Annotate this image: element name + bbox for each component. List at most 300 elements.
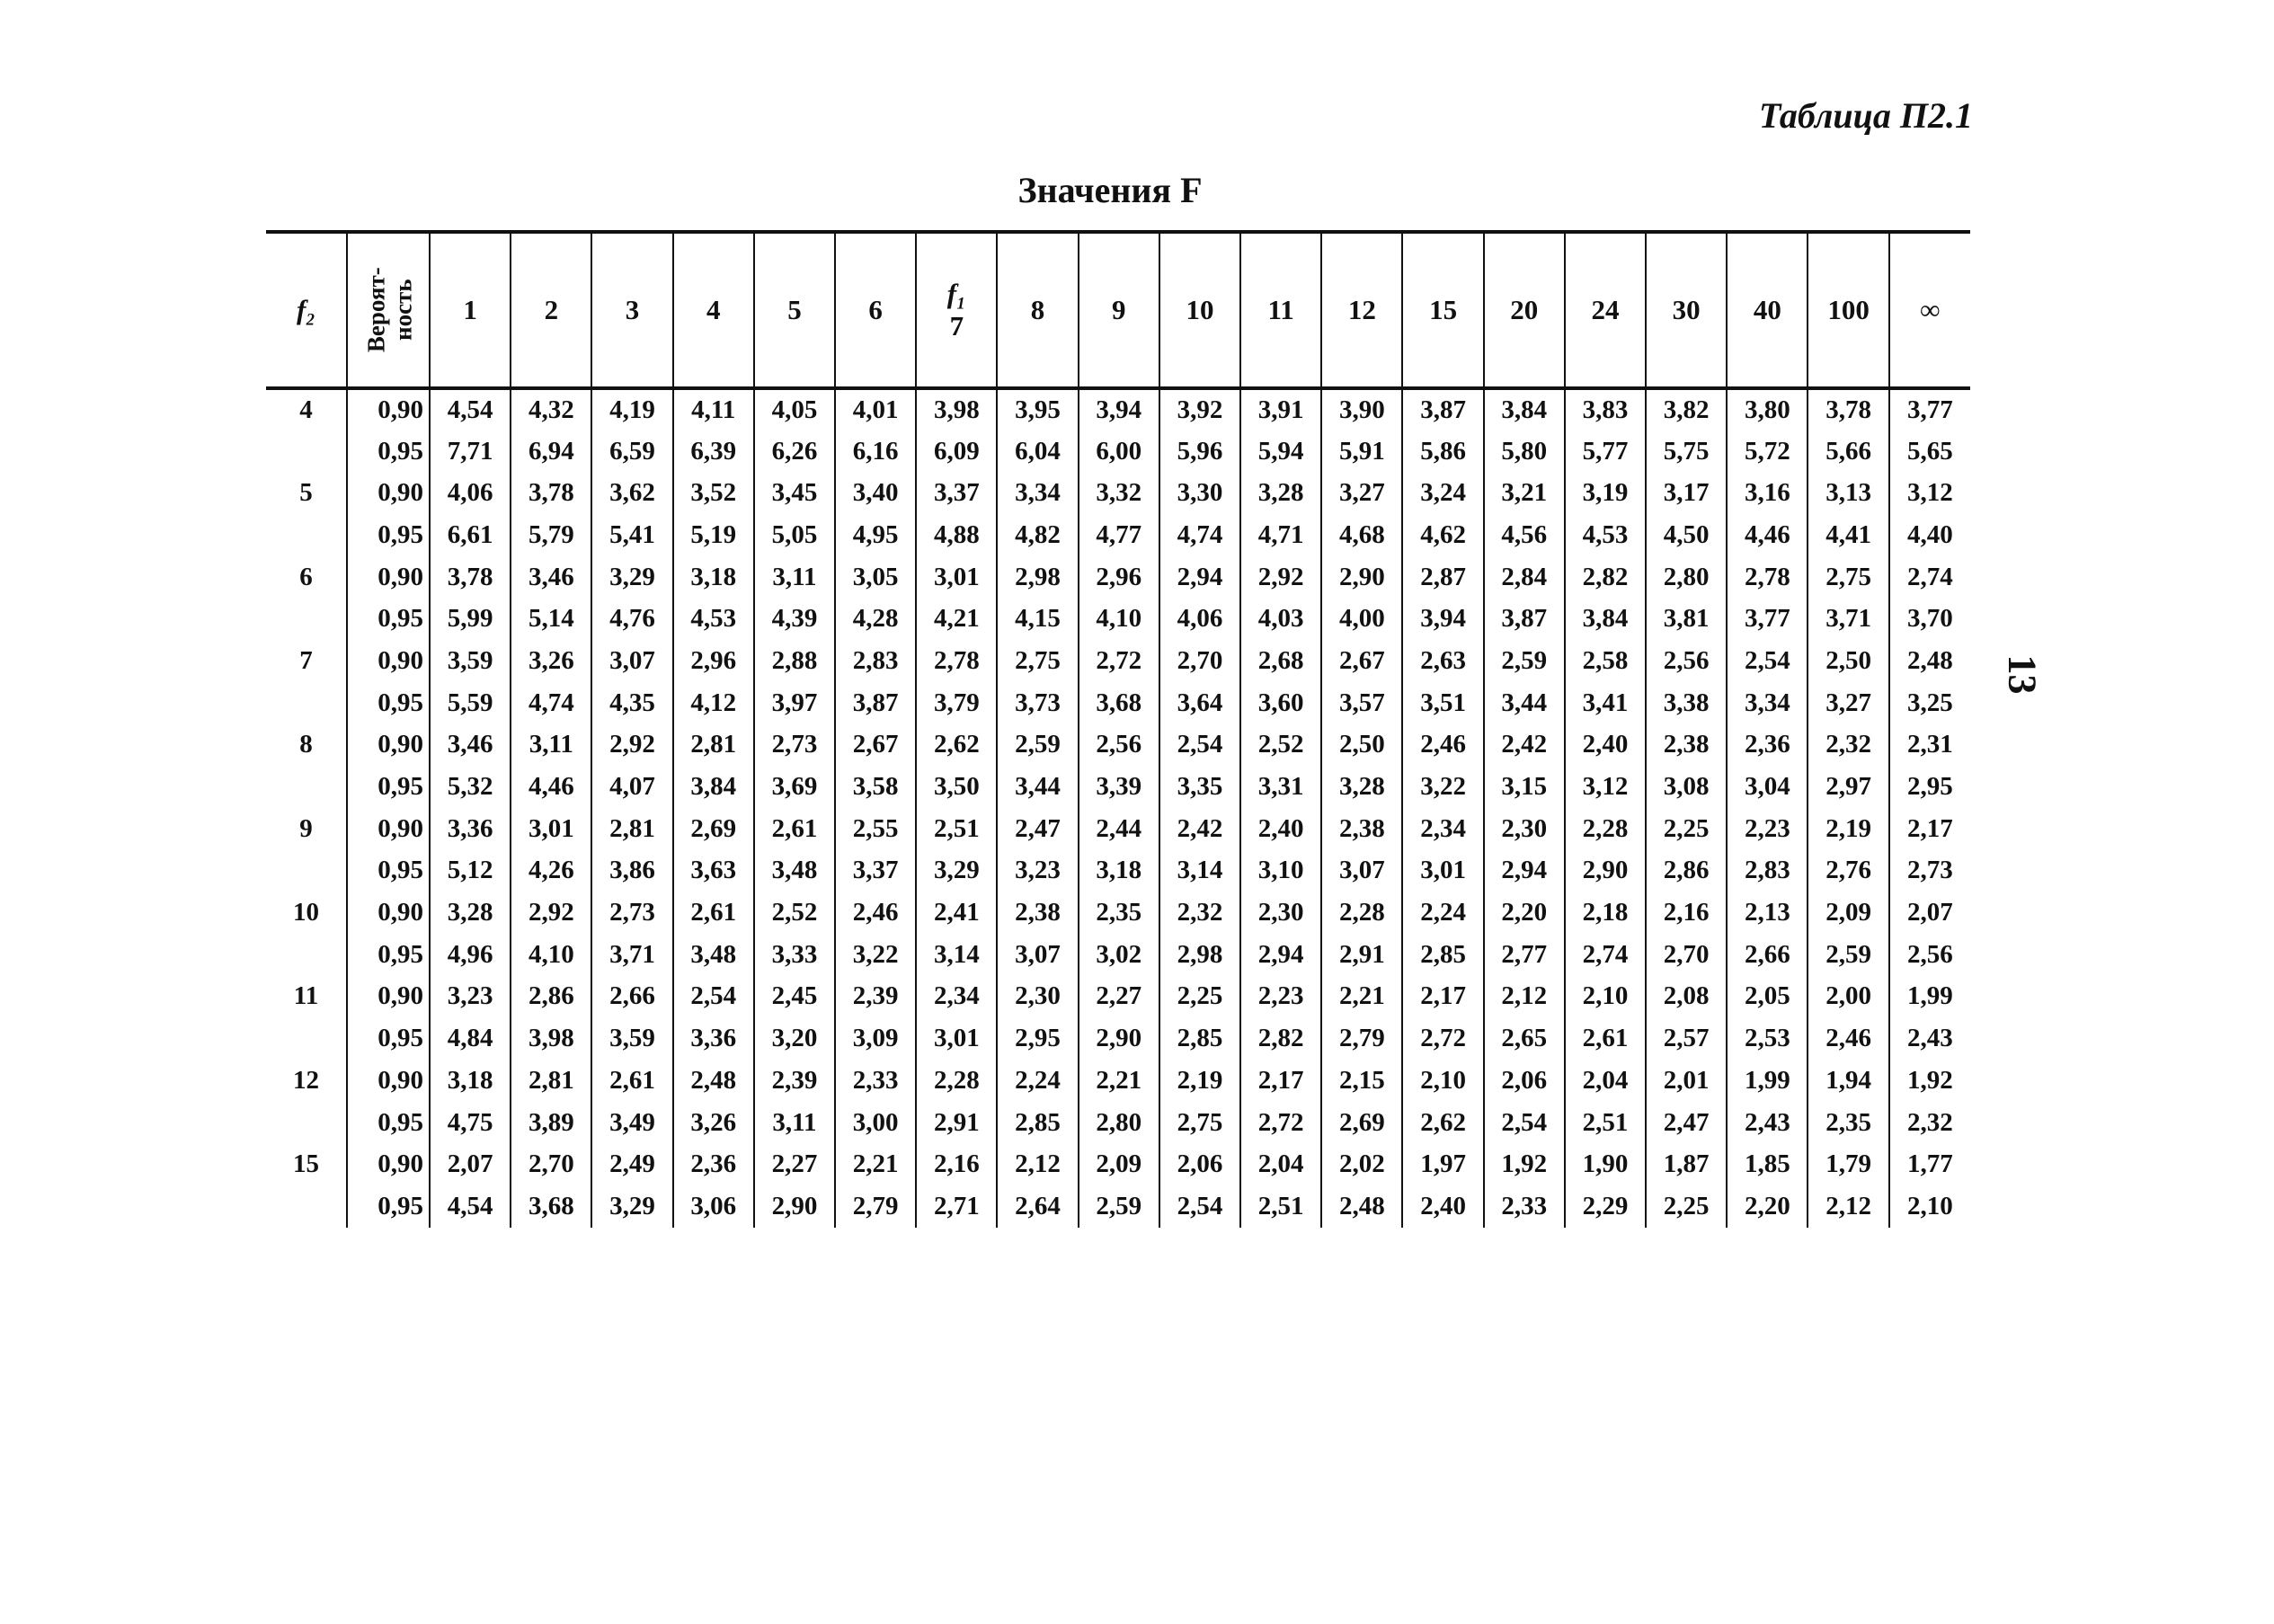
value-cell: 4,10	[1079, 598, 1159, 640]
value-cell: 4,46	[1727, 514, 1808, 556]
value-cell: 6,61	[430, 514, 511, 556]
value-cell: 2,81	[511, 1060, 591, 1102]
value-cell: 3,79	[916, 682, 997, 724]
value-cell: 3,31	[1240, 766, 1321, 808]
value-cell: 5,19	[673, 514, 754, 556]
value-cell: 3,44	[997, 766, 1078, 808]
value-cell: 3,52	[673, 472, 754, 514]
value-cell: 3,05	[835, 556, 916, 599]
column-header: 9	[1079, 232, 1159, 388]
value-cell: 3,25	[1889, 682, 1970, 724]
value-cell: 2,59	[1079, 1185, 1159, 1228]
value-cell: 3,81	[1646, 598, 1727, 640]
value-cell: 3,70	[1889, 598, 1970, 640]
value-cell: 4,95	[835, 514, 916, 556]
value-cell: 2,09	[1079, 1143, 1159, 1185]
f2-cell: 10	[293, 898, 319, 927]
value-cell: 2,53	[1727, 1017, 1808, 1060]
value-cell: 3,08	[1646, 766, 1727, 808]
value-cell: 2,54	[1159, 1185, 1240, 1228]
value-cell: 2,10	[1565, 976, 1646, 1018]
value-cell: 2,80	[1079, 1102, 1159, 1144]
table-row	[266, 934, 1970, 976]
value-cell: 3,28	[1240, 472, 1321, 514]
value-cell: 2,92	[591, 724, 672, 767]
value-cell: 3,71	[1808, 598, 1888, 640]
f2-cell	[266, 430, 347, 473]
column-header: 1	[430, 232, 511, 388]
value-cell: 2,24	[1402, 892, 1483, 934]
value-cell: 3,46	[430, 724, 511, 767]
value-cell: 3,49	[591, 1102, 672, 1144]
value-cell: 2,40	[1565, 724, 1646, 767]
table-row	[266, 892, 1970, 934]
value-cell: 2,10	[1889, 1185, 1970, 1228]
column-header: 6	[835, 232, 916, 388]
table-row	[266, 1017, 1970, 1060]
value-cell: 1,85	[1727, 1143, 1808, 1185]
value-cell: 2,70	[1646, 934, 1727, 976]
value-cell: 5,05	[754, 514, 835, 556]
value-cell: 3,11	[754, 1102, 835, 1144]
value-cell: 4,82	[997, 514, 1078, 556]
value-cell: 2,38	[997, 892, 1078, 934]
value-cell: 4,32	[511, 388, 591, 430]
value-cell: 3,32	[1079, 472, 1159, 514]
f2-cell	[266, 1185, 347, 1228]
value-cell: 3,23	[430, 976, 511, 1018]
value-cell: 2,04	[1240, 1143, 1321, 1185]
value-cell: 6,00	[1079, 430, 1159, 473]
value-cell: 1,77	[1889, 1143, 1970, 1185]
value-cell: 4,75	[430, 1102, 511, 1144]
value-cell: 3,01	[1402, 850, 1483, 892]
value-cell: 2,17	[1240, 1060, 1321, 1102]
column-header: 30	[1646, 232, 1727, 388]
f2-cell	[266, 850, 347, 892]
value-cell: 2,51	[916, 808, 997, 850]
value-cell: 3,59	[430, 640, 511, 682]
value-cell: 3,77	[1889, 388, 1970, 430]
value-cell: 3,18	[430, 1060, 511, 1102]
value-cell: 3,07	[591, 640, 672, 682]
value-cell: 2,17	[1889, 808, 1970, 850]
value-cell: 5,94	[1240, 430, 1321, 473]
value-cell: 3,94	[1402, 598, 1483, 640]
f2-cell: 6	[299, 562, 313, 591]
value-cell: 2,75	[1808, 556, 1888, 599]
f2-cell: 12	[293, 1065, 319, 1095]
column-header: 40	[1727, 232, 1808, 388]
value-cell: 3,97	[754, 682, 835, 724]
value-cell: 4,00	[1321, 598, 1402, 640]
value-cell: 2,21	[1079, 1060, 1159, 1102]
value-cell: 3,87	[1402, 388, 1483, 430]
f2-cell: 7	[299, 645, 313, 675]
value-cell: 2,94	[1484, 850, 1565, 892]
table-row	[266, 766, 1970, 808]
value-cell: 2,27	[1079, 976, 1159, 1018]
f2-cell: 4	[299, 395, 313, 424]
value-cell: 2,73	[1889, 850, 1970, 892]
f2-cell: 15	[293, 1149, 319, 1179]
value-cell: 1,99	[1727, 1060, 1808, 1102]
value-cell: 3,27	[1321, 472, 1402, 514]
value-cell: 4,77	[1079, 514, 1159, 556]
value-cell: 6,39	[673, 430, 754, 473]
value-cell: 4,21	[916, 598, 997, 640]
value-cell: 3,68	[511, 1185, 591, 1228]
table-row	[266, 808, 1970, 850]
value-cell: 2,06	[1484, 1060, 1565, 1102]
value-cell: 4,15	[997, 598, 1078, 640]
value-cell: 4,88	[916, 514, 997, 556]
value-cell: 2,15	[1321, 1060, 1402, 1102]
value-cell: 3,37	[835, 850, 916, 892]
column-header: 100	[1808, 232, 1888, 388]
column-header: ∞	[1889, 232, 1970, 388]
value-cell: 2,21	[835, 1143, 916, 1185]
value-cell: 2,39	[835, 976, 916, 1018]
value-cell: 2,34	[916, 976, 997, 1018]
value-cell: 3,39	[1079, 766, 1159, 808]
value-cell: 3,78	[1808, 388, 1888, 430]
probability-cell: 0,90	[347, 556, 430, 599]
value-cell: 2,33	[835, 1060, 916, 1102]
value-cell: 2,21	[1321, 976, 1402, 1018]
value-cell: 5,99	[430, 598, 511, 640]
value-cell: 4,53	[673, 598, 754, 640]
f2-header: f₂	[266, 232, 347, 388]
value-cell: 2,23	[1240, 976, 1321, 1018]
value-cell: 2,28	[916, 1060, 997, 1102]
value-cell: 4,74	[1159, 514, 1240, 556]
value-cell: 2,38	[1321, 808, 1402, 850]
table-row	[266, 682, 1970, 724]
value-cell: 3,29	[591, 556, 672, 599]
value-cell: 3,19	[1565, 472, 1646, 514]
value-cell: 2,61	[754, 808, 835, 850]
value-cell: 2,45	[754, 976, 835, 1018]
value-cell: 3,23	[997, 850, 1078, 892]
probability-cell: 0,95	[347, 598, 430, 640]
value-cell: 3,98	[511, 1017, 591, 1060]
value-cell: 3,21	[1484, 472, 1565, 514]
column-header: 3	[591, 232, 672, 388]
value-cell: 3,78	[430, 556, 511, 599]
value-cell: 2,25	[1646, 808, 1727, 850]
value-cell: 2,69	[1321, 1102, 1402, 1144]
value-cell: 4,26	[511, 850, 591, 892]
value-cell: 5,12	[430, 850, 511, 892]
table-body	[266, 388, 1970, 1228]
value-cell: 2,78	[1727, 556, 1808, 599]
value-cell: 2,97	[1808, 766, 1888, 808]
value-cell: 3,71	[591, 934, 672, 976]
value-cell: 2,81	[673, 724, 754, 767]
value-cell: 5,77	[1565, 430, 1646, 473]
value-cell: 2,04	[1565, 1060, 1646, 1102]
value-cell: 4,40	[1889, 514, 1970, 556]
value-cell: 2,50	[1808, 640, 1888, 682]
value-cell: 5,96	[1159, 430, 1240, 473]
value-cell: 4,96	[430, 934, 511, 976]
column-header: 12	[1321, 232, 1402, 388]
value-cell: 3,06	[673, 1185, 754, 1228]
value-cell: 1,92	[1484, 1143, 1565, 1185]
f2-cell: 8	[299, 730, 313, 759]
probability-cell: 0,90	[347, 472, 430, 514]
value-cell: 2,86	[511, 976, 591, 1018]
value-cell: 3,16	[1727, 472, 1808, 514]
value-cell: 4,35	[591, 682, 672, 724]
value-cell: 2,28	[1565, 808, 1646, 850]
value-cell: 2,56	[1079, 724, 1159, 767]
table-row	[266, 1143, 1970, 1185]
value-cell: 3,98	[916, 388, 997, 430]
table-row	[266, 1102, 1970, 1144]
value-cell: 4,74	[511, 682, 591, 724]
value-cell: 2,49	[591, 1143, 672, 1185]
f-values-table	[266, 230, 1970, 1228]
value-cell: 4,54	[430, 1185, 511, 1228]
value-cell: 3,64	[1159, 682, 1240, 724]
table-title: Значения F	[1017, 170, 1203, 210]
value-cell: 3,18	[1079, 850, 1159, 892]
value-cell: 3,84	[1484, 388, 1565, 430]
value-cell: 2,10	[1402, 1060, 1483, 1102]
value-cell: 1,94	[1808, 1060, 1888, 1102]
probability-cell: 0,95	[347, 850, 430, 892]
value-cell: 2,90	[1565, 850, 1646, 892]
value-cell: 2,52	[1240, 724, 1321, 767]
probability-cell: 0,90	[347, 388, 430, 430]
value-cell: 4,12	[673, 682, 754, 724]
value-cell: 3,51	[1402, 682, 1483, 724]
value-cell: 2,62	[1402, 1102, 1483, 1144]
probability-cell: 0,90	[347, 1143, 430, 1185]
table-row	[266, 598, 1970, 640]
value-cell: 2,67	[835, 724, 916, 767]
table-header-row	[266, 232, 1970, 388]
value-cell: 2,74	[1889, 556, 1970, 599]
value-cell: 2,77	[1484, 934, 1565, 976]
value-cell: 3,14	[1159, 850, 1240, 892]
value-cell: 2,61	[591, 1060, 672, 1102]
value-cell: 2,56	[1889, 934, 1970, 976]
value-cell: 2,55	[835, 808, 916, 850]
value-cell: 3,37	[916, 472, 997, 514]
value-cell: 2,57	[1646, 1017, 1727, 1060]
value-cell: 2,12	[1484, 976, 1565, 1018]
value-cell: 2,76	[1808, 850, 1888, 892]
value-cell: 4,41	[1808, 514, 1888, 556]
value-cell: 6,16	[835, 430, 916, 473]
f2-cell: 9	[299, 813, 313, 843]
value-cell: 3,69	[754, 766, 835, 808]
value-cell: 2,73	[591, 892, 672, 934]
value-cell: 3,91	[1240, 388, 1321, 430]
value-cell: 2,94	[1240, 934, 1321, 976]
column-header: 11	[1240, 232, 1321, 388]
value-cell: 2,16	[916, 1143, 997, 1185]
value-cell: 2,46	[1402, 724, 1483, 767]
value-cell: 4,68	[1321, 514, 1402, 556]
value-cell: 3,48	[754, 850, 835, 892]
value-cell: 5,75	[1646, 430, 1727, 473]
value-cell: 3,22	[1402, 766, 1483, 808]
value-cell: 2,20	[1727, 1185, 1808, 1228]
value-cell: 2,98	[997, 556, 1078, 599]
value-cell: 6,59	[591, 430, 672, 473]
value-cell: 3,27	[1808, 682, 1888, 724]
value-cell: 2,32	[1159, 892, 1240, 934]
value-cell: 3,94	[1079, 388, 1159, 430]
value-cell: 4,71	[1240, 514, 1321, 556]
value-cell: 2,07	[430, 1143, 511, 1185]
value-cell: 2,17	[1402, 976, 1483, 1018]
value-cell: 2,47	[1646, 1102, 1727, 1144]
value-cell: 5,72	[1727, 430, 1808, 473]
value-cell: 2,88	[754, 640, 835, 682]
value-cell: 2,91	[1321, 934, 1402, 976]
value-cell: 6,04	[997, 430, 1078, 473]
value-cell: 2,23	[1727, 808, 1808, 850]
value-cell: 5,86	[1402, 430, 1483, 473]
table-row	[266, 430, 1970, 473]
table-row	[266, 724, 1970, 767]
value-cell: 3,46	[511, 556, 591, 599]
f2-cell	[266, 514, 347, 556]
value-cell: 2,56	[1646, 640, 1727, 682]
value-cell: 2,40	[1402, 1185, 1483, 1228]
value-cell: 1,99	[1889, 976, 1970, 1018]
value-cell: 3,33	[754, 934, 835, 976]
value-cell: 3,24	[1402, 472, 1483, 514]
value-cell: 2,95	[1889, 766, 1970, 808]
value-cell: 2,48	[1321, 1185, 1402, 1228]
column-header: 8	[997, 232, 1078, 388]
value-cell: 1,97	[1402, 1143, 1483, 1185]
value-cell: 3,11	[511, 724, 591, 767]
value-cell: 2,66	[591, 976, 672, 1018]
value-cell: 3,90	[1321, 388, 1402, 430]
value-cell: 1,90	[1565, 1143, 1646, 1185]
value-cell: 2,41	[916, 892, 997, 934]
probability-cell: 0,90	[347, 976, 430, 1018]
value-cell: 2,94	[1159, 556, 1240, 599]
value-cell: 2,83	[835, 640, 916, 682]
value-cell: 3,12	[1565, 766, 1646, 808]
value-cell: 3,59	[591, 1017, 672, 1060]
value-cell: 2,85	[1159, 1017, 1240, 1060]
column-header	[916, 232, 997, 388]
value-cell: 5,66	[1808, 430, 1888, 473]
value-cell: 2,28	[1321, 892, 1402, 934]
f2-cell	[266, 934, 347, 976]
value-cell: 3,29	[591, 1185, 672, 1228]
value-cell: 2,71	[916, 1185, 997, 1228]
f1-label: f₁	[946, 278, 966, 309]
probability-header	[347, 232, 430, 388]
value-cell: 1,92	[1889, 1060, 1970, 1102]
value-cell: 2,92	[511, 892, 591, 934]
value-cell: 3,82	[1646, 388, 1727, 430]
value-cell: 3,60	[1240, 682, 1321, 724]
value-cell: 2,82	[1565, 556, 1646, 599]
value-cell: 2,54	[1727, 640, 1808, 682]
value-cell: 2,87	[1402, 556, 1483, 599]
value-cell: 4,53	[1565, 514, 1646, 556]
column-header: 24	[1565, 232, 1646, 388]
value-cell: 4,39	[754, 598, 835, 640]
value-cell: 3,01	[916, 556, 997, 599]
value-cell: 2,91	[916, 1102, 997, 1144]
f2-cell: 5	[299, 478, 313, 508]
value-cell: 3,40	[835, 472, 916, 514]
probability-cell: 0,90	[347, 1060, 430, 1102]
value-cell: 3,29	[916, 850, 997, 892]
column-header: 5	[754, 232, 835, 388]
value-cell: 3,17	[1646, 472, 1727, 514]
value-cell: 2,33	[1484, 1185, 1565, 1228]
value-cell: 2,51	[1565, 1102, 1646, 1144]
value-cell: 3,30	[1159, 472, 1240, 514]
value-cell: 5,91	[1321, 430, 1402, 473]
probability-cell: 0,90	[347, 892, 430, 934]
table-row	[266, 976, 1970, 1018]
table-row	[266, 556, 1970, 599]
value-cell: 3,68	[1079, 682, 1159, 724]
value-cell: 5,14	[511, 598, 591, 640]
value-cell: 2,90	[754, 1185, 835, 1228]
value-cell: 2,19	[1159, 1060, 1240, 1102]
probability-cell: 0,90	[347, 724, 430, 767]
value-cell: 3,35	[1159, 766, 1240, 808]
value-cell: 2,48	[1889, 640, 1970, 682]
value-cell: 4,76	[591, 598, 672, 640]
value-cell: 2,95	[997, 1017, 1078, 1060]
value-cell: 2,43	[1889, 1017, 1970, 1060]
value-cell: 2,54	[1159, 724, 1240, 767]
value-cell: 3,73	[997, 682, 1078, 724]
value-cell: 2,61	[1565, 1017, 1646, 1060]
value-cell: 2,90	[1079, 1017, 1159, 1060]
value-cell: 2,25	[1646, 1185, 1727, 1228]
value-cell: 2,72	[1079, 640, 1159, 682]
value-cell: 2,61	[673, 892, 754, 934]
value-cell: 2,64	[997, 1185, 1078, 1228]
value-cell: 2,81	[591, 808, 672, 850]
value-cell: 3,34	[1727, 682, 1808, 724]
value-cell: 3,14	[916, 934, 997, 976]
value-cell: 3,11	[754, 556, 835, 599]
value-cell: 2,98	[1159, 934, 1240, 976]
value-cell: 2,35	[1808, 1102, 1888, 1144]
probability-cell: 0,95	[347, 1185, 430, 1228]
value-cell: 3,44	[1484, 682, 1565, 724]
value-cell: 2,30	[1240, 892, 1321, 934]
value-cell: 3,41	[1565, 682, 1646, 724]
value-cell: 1,87	[1646, 1143, 1727, 1185]
value-cell: 1,79	[1808, 1143, 1888, 1185]
value-cell: 2,63	[1402, 640, 1483, 682]
probability-cell: 0,95	[347, 1102, 430, 1144]
probability-cell: 0,95	[347, 766, 430, 808]
value-cell: 3,22	[835, 934, 916, 976]
value-cell: 2,30	[1484, 808, 1565, 850]
table-row	[266, 640, 1970, 682]
